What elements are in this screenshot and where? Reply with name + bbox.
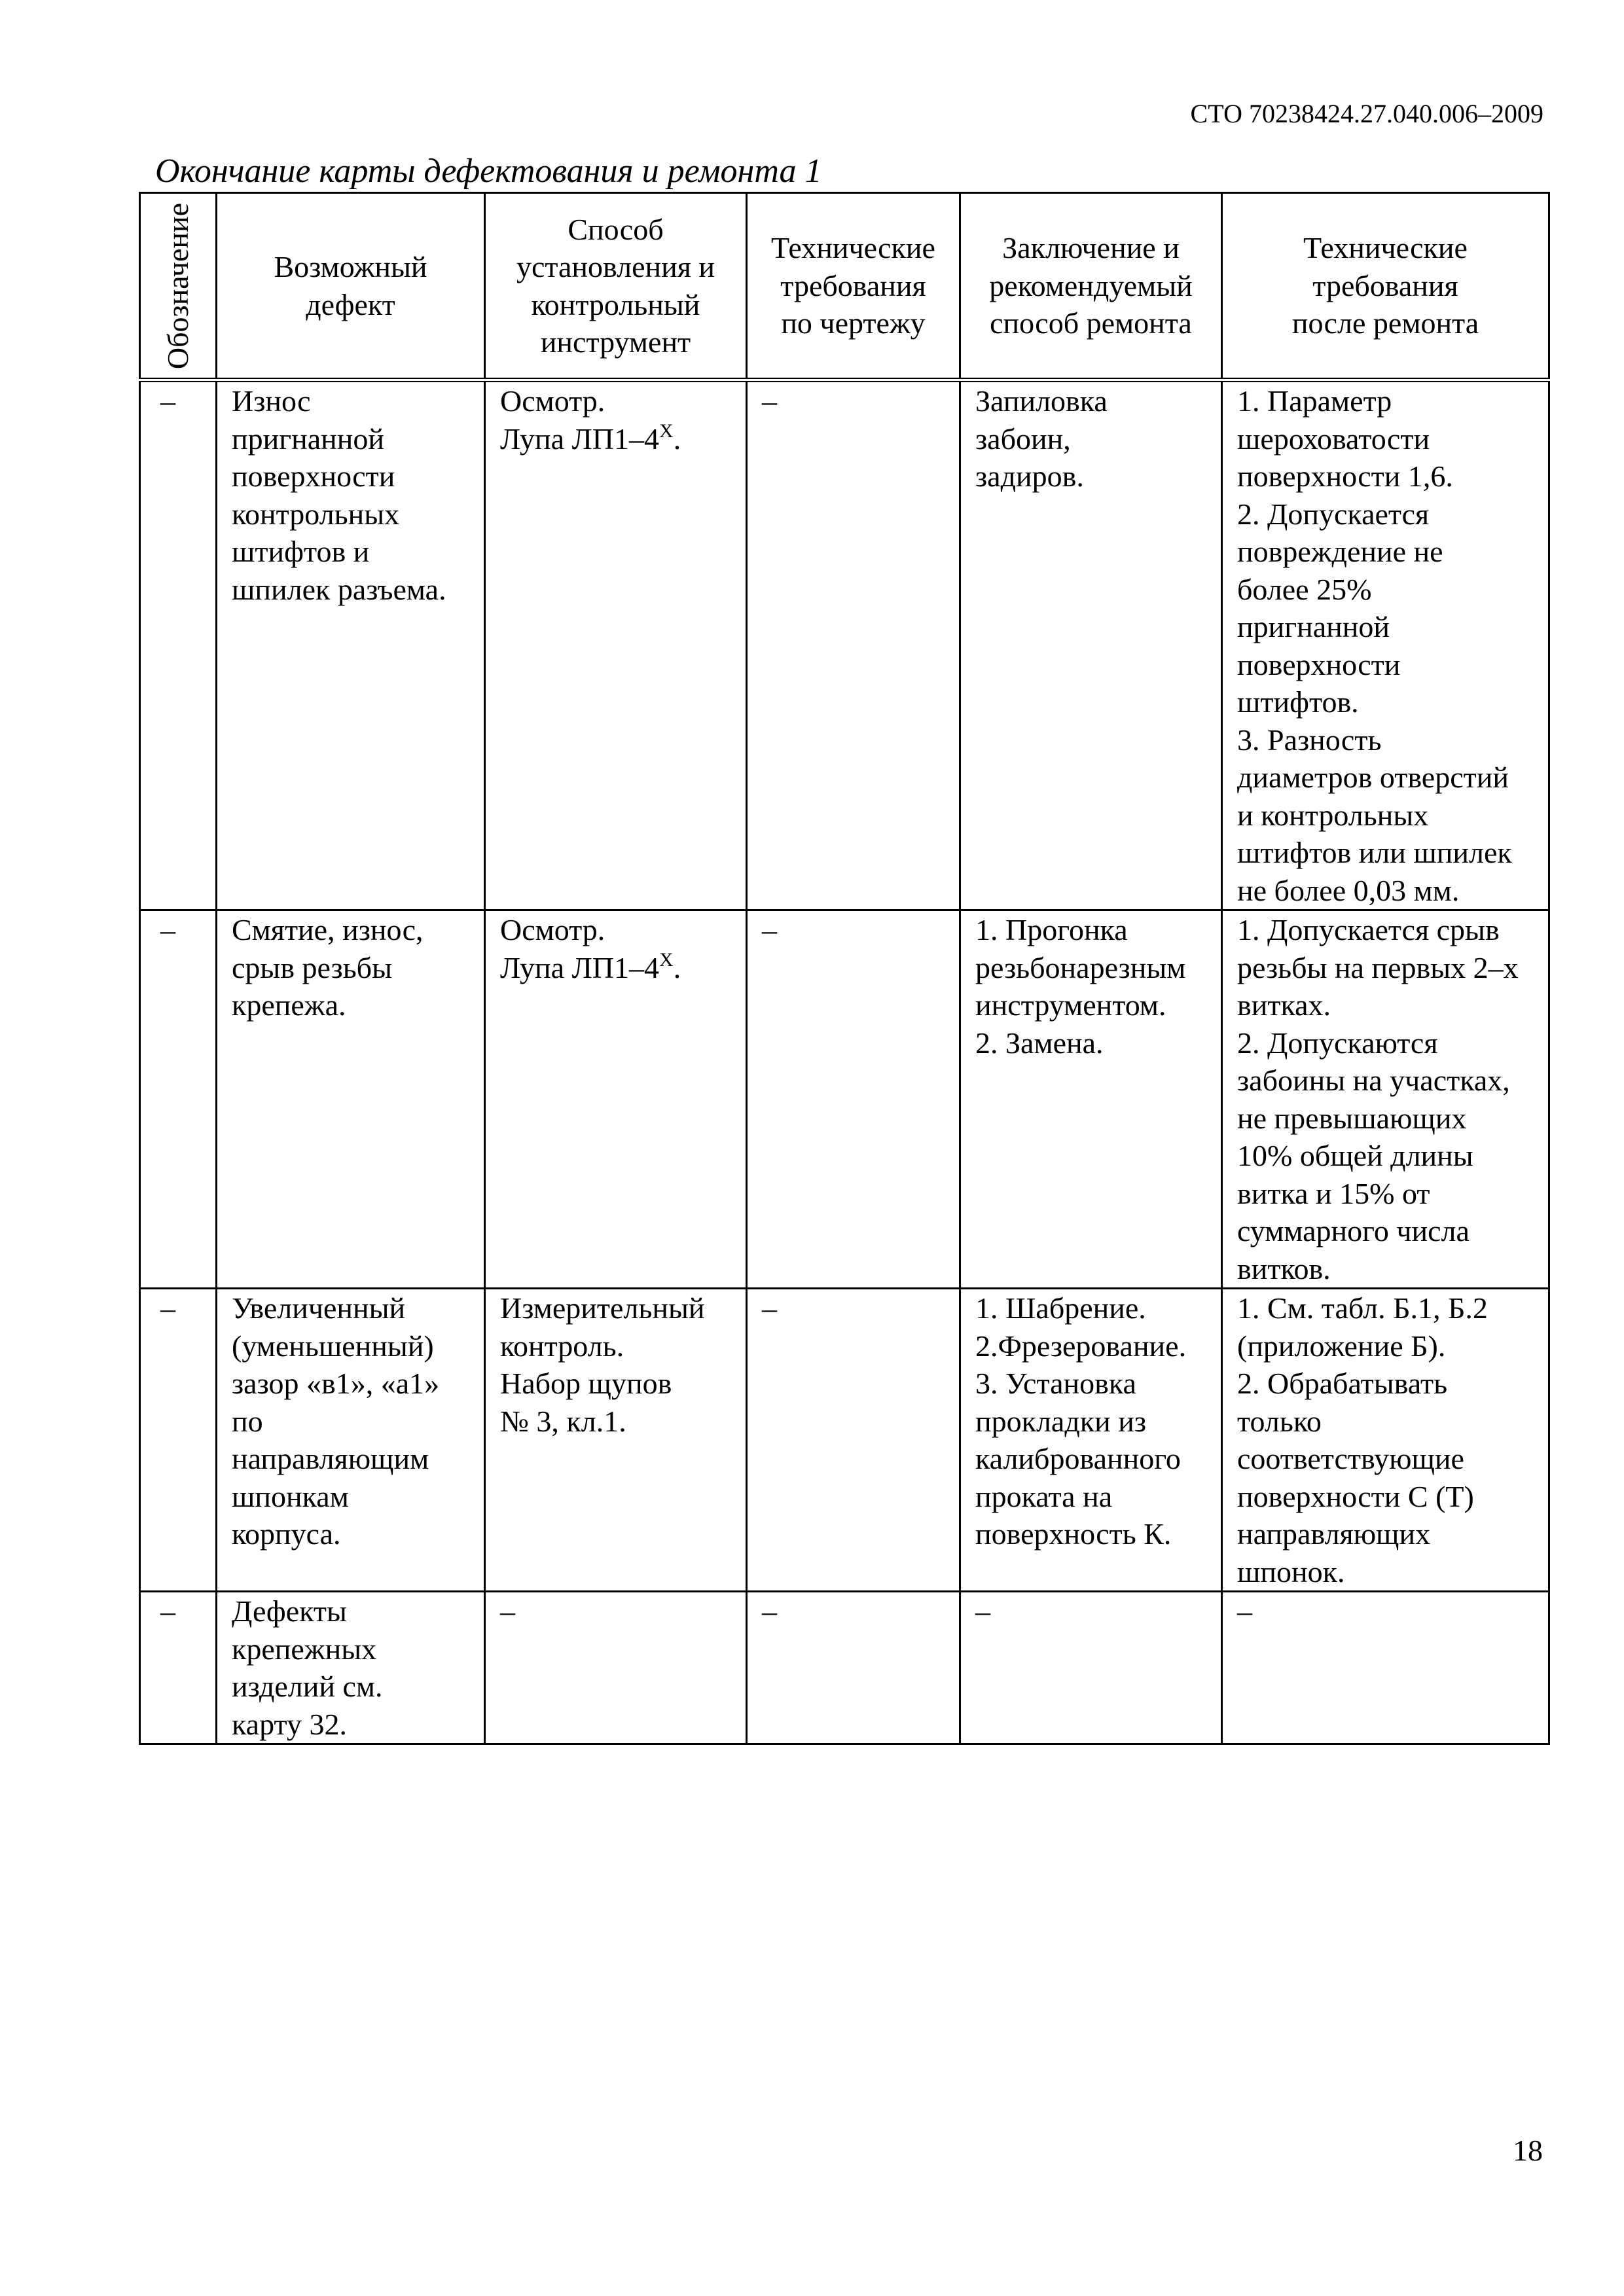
cell-line: не превышающих xyxy=(1237,1101,1467,1135)
cell-drawing-requirements: – xyxy=(747,1592,960,1744)
cell-line: диаметров отверстий xyxy=(1237,761,1509,794)
cell-line: 1. Параметр xyxy=(1237,384,1392,418)
cell-line: 2. Допускаются xyxy=(1237,1026,1438,1060)
cell-line: более 25% xyxy=(1237,572,1372,606)
header-line: по чертежу xyxy=(781,306,926,340)
cell-line: забоин, xyxy=(975,422,1071,456)
header-line: Способ xyxy=(568,212,664,246)
cell-line: карту 32. xyxy=(232,1707,347,1741)
cell-line: поверхность К. xyxy=(975,1517,1172,1551)
header-line: Технические xyxy=(771,231,935,265)
cell-designation: – xyxy=(140,910,217,1289)
cell-line: Дефекты xyxy=(232,1594,347,1628)
header-line: контрольный xyxy=(531,287,700,321)
cell-line: штифтов и xyxy=(232,535,370,568)
cell-defect xyxy=(217,1592,485,1744)
table-caption: Окончание карты дефектования и ремонта 1 xyxy=(155,152,822,190)
cell-line: Запиловка xyxy=(975,384,1108,418)
magnification-superscript: Х xyxy=(659,948,674,971)
cell-line: калиброванного xyxy=(975,1442,1181,1475)
cell-line: штифтов или шпилек xyxy=(1237,836,1512,869)
cell-line: резьбонарезным xyxy=(975,950,1186,984)
cell-line: Осмотр. xyxy=(500,384,605,418)
cell-line: повреждение не xyxy=(1237,535,1443,568)
cell-line: поверхности xyxy=(232,459,395,493)
cell-method xyxy=(485,380,747,910)
header-line: требования xyxy=(1312,268,1458,302)
cell-method: – xyxy=(485,1592,747,1744)
cell-line: крепежа. xyxy=(232,988,346,1022)
cell-after-repair xyxy=(1222,380,1549,910)
cell-line: 3. Установка xyxy=(975,1367,1136,1400)
cell-line: не более 0,03 мм. xyxy=(1237,873,1460,907)
header-method xyxy=(485,193,747,380)
cell-line: 1. Прогонка xyxy=(975,913,1128,946)
cell-line: резьбы на первых 2–х xyxy=(1237,950,1519,984)
cell-line: поверхности 1,6. xyxy=(1237,459,1453,493)
cell-line: пригнанной xyxy=(232,422,384,456)
cell-designation: – xyxy=(140,1289,217,1592)
cell-line: по xyxy=(232,1404,263,1438)
cell-line: поверхности С (Т) xyxy=(1237,1479,1474,1513)
header-designation-label: Обозначение xyxy=(161,202,194,369)
cell-defect xyxy=(217,380,485,910)
cell-line: 1. Шабрение. xyxy=(975,1291,1146,1325)
cell-designation: – xyxy=(140,380,217,910)
cell-line: инструментом. xyxy=(975,988,1166,1022)
cell-conclusion xyxy=(960,1289,1222,1592)
table-row xyxy=(140,380,1549,910)
cell-line xyxy=(500,420,746,458)
cell-after-repair: – xyxy=(1222,1592,1549,1744)
cell-line: шпонок. xyxy=(1237,1554,1345,1588)
header-line: установления и xyxy=(516,250,715,283)
cell-line: Измерительный xyxy=(500,1291,705,1325)
cell-line: крепежных xyxy=(232,1632,377,1666)
cell-line: витках. xyxy=(1237,988,1331,1022)
cell-line: 2.Фрезерование. xyxy=(975,1329,1187,1363)
magnification-superscript: Х xyxy=(659,420,674,442)
header-line: после ремонта xyxy=(1291,306,1479,340)
cell-line: шероховатости xyxy=(1237,422,1430,456)
cell-after-repair xyxy=(1222,1289,1549,1592)
cell-line: контрольных xyxy=(232,497,400,531)
header-line: Заключение и xyxy=(1002,231,1180,265)
cell-line: 2. Допускается xyxy=(1237,497,1430,531)
defect-repair-table xyxy=(139,192,1550,1745)
cell-line: 10% общей длины xyxy=(1237,1139,1473,1172)
cell-conclusion xyxy=(960,380,1222,910)
header-line: инструмент xyxy=(540,325,691,359)
header-defect xyxy=(217,193,485,380)
header-line: рекомендуемый xyxy=(989,268,1193,302)
cell-line: и контрольных xyxy=(1237,798,1429,832)
header-line: дефект xyxy=(306,287,395,321)
cell-defect xyxy=(217,1289,485,1592)
cell-line: Износ xyxy=(232,384,311,418)
cell-line: соответствующие xyxy=(1237,1442,1464,1475)
cell-line: только xyxy=(1237,1404,1322,1438)
cell-line: штифтов. xyxy=(1237,685,1359,719)
header-line: Возможный xyxy=(274,250,427,283)
cell-line: проката на xyxy=(975,1479,1113,1513)
cell-drawing-requirements: – xyxy=(747,1289,960,1592)
cell-line: 1. См. табл. Б.1, Б.2 xyxy=(1237,1291,1488,1325)
cell-method xyxy=(485,1289,747,1592)
cell-line: корпуса. xyxy=(232,1517,341,1551)
cell-line: шпилек разъема. xyxy=(232,572,446,606)
header-designation xyxy=(140,193,217,380)
cell-line: пригнанной xyxy=(1237,610,1390,643)
cell-method xyxy=(485,910,747,1289)
header-line: способ ремонта xyxy=(990,306,1192,340)
cell-line: 1. Допускается срыв xyxy=(1237,913,1500,946)
cell-line: суммарного числа xyxy=(1237,1214,1470,1247)
cell-line: задиров. xyxy=(975,459,1084,493)
cell-line: Осмотр. xyxy=(500,913,605,946)
cell-line: (приложение Б). xyxy=(1237,1329,1446,1363)
cell-line: изделий см. xyxy=(232,1670,383,1703)
cell-line: № 3, кл.1. xyxy=(500,1404,626,1438)
tool-name: Лупа ЛП1–4 xyxy=(500,950,660,984)
cell-designation: – xyxy=(140,1592,217,1744)
cell-line: направляющим xyxy=(232,1442,429,1475)
cell-line: контроль. xyxy=(500,1329,624,1363)
cell-line: поверхности xyxy=(1237,647,1401,681)
cell-line: 3. Разность xyxy=(1237,723,1382,757)
cell-line: забоины на участках, xyxy=(1237,1064,1510,1097)
cell-line: 2. Замена. xyxy=(975,1026,1104,1060)
punctuation: . xyxy=(673,950,681,984)
cell-line: Смятие, износ, xyxy=(232,913,424,946)
cell-line: 2. Обрабатывать xyxy=(1237,1367,1448,1400)
cell-line: Набор щупов xyxy=(500,1367,672,1400)
cell-conclusion: – xyxy=(960,1592,1222,1744)
header-line: требования xyxy=(780,268,926,302)
cell-line: Увеличенный xyxy=(232,1291,406,1325)
cell-line: зазор «в1», «а1» xyxy=(232,1367,440,1400)
cell-drawing-requirements: – xyxy=(747,380,960,910)
cell-after-repair xyxy=(1222,910,1549,1289)
cell-line: витка и 15% от xyxy=(1237,1176,1430,1210)
punctuation: . xyxy=(673,422,681,456)
cell-line: прокладки из xyxy=(975,1404,1146,1438)
cell-conclusion xyxy=(960,910,1222,1289)
cell-line: шпонкам xyxy=(232,1479,349,1513)
cell-line: (уменьшенный) xyxy=(232,1329,434,1363)
cell-line: направляющих xyxy=(1237,1517,1431,1551)
header-after-repair-requirements xyxy=(1222,193,1549,380)
header-line: Технические xyxy=(1303,231,1468,265)
cell-line: витков. xyxy=(1237,1251,1331,1285)
table-row xyxy=(140,1289,1549,1592)
cell-line: срыв резьбы xyxy=(232,950,392,984)
header-conclusion xyxy=(960,193,1222,380)
table-header-row xyxy=(140,193,1549,380)
page-number: 18 xyxy=(1513,2134,1543,2167)
tool-name: Лупа ЛП1–4 xyxy=(500,422,660,456)
cell-defect xyxy=(217,910,485,1289)
cell-drawing-requirements: – xyxy=(747,910,960,1289)
cell-line xyxy=(500,949,746,987)
header-drawing-requirements xyxy=(747,193,960,380)
table-row xyxy=(140,1592,1549,1744)
table-row xyxy=(140,910,1549,1289)
document-code: СТО 70238424.27.040.006–2009 xyxy=(1190,99,1543,128)
